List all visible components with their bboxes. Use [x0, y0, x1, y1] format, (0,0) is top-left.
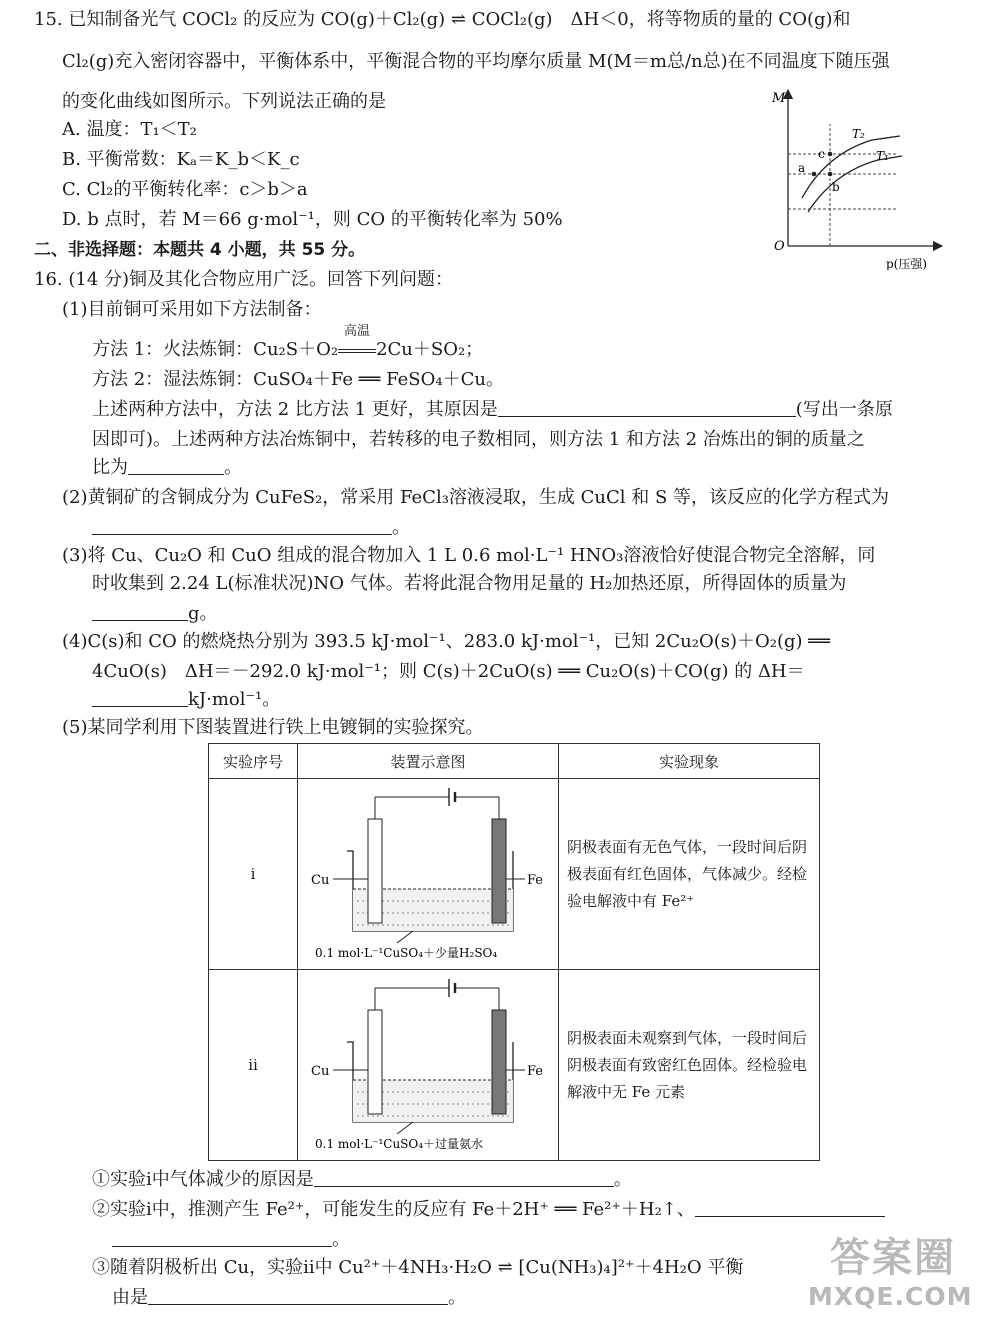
point-c — [828, 152, 833, 157]
header-apparatus: 装置示意图 — [298, 744, 559, 779]
header-phenomenon: 实验现象 — [559, 744, 820, 779]
cu-label: Cu — [311, 1064, 330, 1079]
reason-answer-blank[interactable] — [498, 398, 796, 417]
q15-option-d: D. b 点时，若 M＝66 g·mol⁻¹，则 CO 的平衡转化率为 50% — [62, 209, 563, 230]
watermark-logo: 答案圈 — [830, 1235, 956, 1281]
ratio-question: 因即可)。上述两种方法冶炼铜中，若转移的电子数相同，则方法 1 和方法 2 冶炼出的铜的质量之 — [92, 429, 865, 450]
subq2-answer-blank-cont[interactable] — [112, 1228, 332, 1247]
subq3-line: ③随着阴极析出 Cu，实验ⅱ中 Cu²⁺＋4NH₃·H₂O ⇌ [Cu(NH₃)₄]²⁺＋4H₂O 平衡 — [92, 1257, 744, 1278]
electrolysis-apparatus — [303, 779, 553, 965]
table-header-row — [209, 744, 820, 779]
phenomenon-cell: 阴极表面未观察到气体，一段时间后阴极表面有致密红色固体。经检验电解液中无 Fe 元素 — [559, 970, 820, 1161]
subq1-line — [92, 1168, 632, 1192]
q15-option-c: C. Cl₂的平衡转化率：c＞b＞a — [62, 179, 308, 200]
part3-tail: g。 — [188, 603, 218, 624]
q16-heading: 16. (14 分)铜及其化合物应用广泛。回答下列问题： — [34, 269, 454, 290]
method1-right: 2Cu＋SO₂； — [376, 339, 484, 360]
q15-graph — [768, 88, 948, 270]
solution-label: 0.1 mol·L⁻¹CuSO₄＋少量H₂SO₄ — [315, 946, 498, 960]
q16-part1: (1)目前铜可采用如下方法制备： — [62, 299, 322, 320]
origin-label: O — [774, 239, 785, 254]
part3-answer-line — [92, 602, 218, 626]
curve-T1-label: T₁ — [876, 149, 889, 163]
fe-electrode — [492, 1010, 506, 1114]
cu-label: Cu — [311, 873, 330, 888]
q16-part2: (2)黄铜矿的含铜成分为 CuFeS₂，常采用 FeCl₃溶液浸取，生成 CuCl 和 S 等，该反应的化学方程式为 — [62, 487, 890, 508]
subq2-line — [92, 1198, 885, 1222]
fe-label: Fe — [527, 1064, 544, 1079]
q16-part4: (4)C(s)和 CO 的燃烧热分别为 393.5 kJ·mol⁻¹、283.0 kJ·mol⁻¹，已知 2Cu₂O(s)＋O₂(g) ══ — [62, 631, 830, 652]
curve-T2 — [802, 136, 900, 198]
subq3-tail: 。 — [448, 1287, 466, 1308]
method1-line — [92, 324, 484, 362]
phenomenon-cell: 阴极表面有无色气体，一段时间后阴极表面有红色固体，气体减少。经检验电解液中有 Fe²⁺ — [559, 779, 820, 970]
part2-answer-line — [92, 516, 410, 540]
q16-part3-cont: 时收集到 2.24 L(标准状况)NO 气体。若将此混合物用足量的 H₂加热还原，所得固体的质量为 — [92, 573, 847, 594]
fe-electrode — [492, 819, 506, 923]
reason-tail: (写出一条原 — [795, 399, 893, 420]
subq1-text: ①实验ⅰ中气体减少的原因是 — [92, 1169, 314, 1190]
cu-electrode — [368, 819, 382, 923]
y-axis-label: M — [772, 91, 786, 106]
electrolysis-apparatus — [303, 970, 553, 1156]
part4-answer-line — [92, 688, 280, 712]
point-a — [812, 172, 817, 177]
curve-T2-label: T₂ — [852, 127, 865, 141]
x-axis-label: p(压强) — [886, 257, 928, 270]
point-a-label: a — [798, 161, 806, 175]
condition-label: 高温 — [344, 324, 371, 339]
part4-tail: kJ·mol⁻¹。 — [188, 689, 281, 710]
enthalpy-answer-blank[interactable] — [92, 688, 188, 707]
mass-answer-blank[interactable] — [92, 602, 188, 621]
reason-line — [92, 398, 893, 422]
subq3-cont-line — [112, 1286, 466, 1310]
experiment-table — [208, 743, 820, 1161]
equation-answer-blank[interactable] — [92, 516, 392, 535]
apparatus-cell — [298, 779, 559, 970]
subq2-answer-blank[interactable] — [695, 1198, 885, 1217]
cu-electrode — [368, 1010, 382, 1114]
table-row — [209, 779, 820, 970]
part2-tail: 。 — [392, 517, 410, 538]
ratio-line — [92, 456, 242, 480]
section-heading: 二、非选择题：本题共 4 小题，共 55 分。 — [34, 240, 366, 260]
subq2-text: ②实验ⅰ中，推测产生 Fe²⁺，可能发生的反应有 Fe＋2H⁺ ══ Fe²⁺＋H₂↑、 — [92, 1199, 695, 1220]
subq3-answer-blank[interactable] — [148, 1286, 448, 1305]
watermark-url: MXQE.COM — [808, 1282, 973, 1311]
row-id: ⅱ — [209, 970, 298, 1161]
solution-label: 0.1 mol·L⁻¹CuSO₄＋过量氨水 — [315, 1137, 484, 1151]
ratio-tail: 。 — [224, 457, 242, 478]
header-id: 实验序号 — [209, 744, 298, 779]
subq1-tail: 。 — [613, 1169, 632, 1190]
fe-label: Fe — [527, 873, 544, 888]
point-b-label: b — [832, 180, 840, 194]
method2-line: 方法 2：湿法炼铜：CuSO₄＋Fe ══ FeSO₄＋Cu。 — [92, 369, 504, 390]
point-b — [828, 172, 833, 177]
q16-part3: (3)将 Cu、Cu₂O 和 CuO 组成的混合物加入 1 L 0.6 mol·L⁻¹ HNO₃溶液恰好使混合物完全溶解，同 — [62, 545, 876, 566]
q16-part5: (5)某同学利用下图装置进行铁上电镀铜的实验探究。 — [62, 717, 484, 738]
subq1-answer-blank[interactable] — [314, 1168, 614, 1187]
subq3-text: 由是 — [112, 1287, 148, 1308]
ratio-text: 比为 — [92, 457, 128, 478]
table-row — [209, 970, 820, 1161]
q16-part4-cont: 4CuO(s) ΔH＝－292.0 kJ·mol⁻¹；则 C(s)＋2CuO(s) ══ Cu₂O(s)＋CO(g) 的 ΔH＝ — [92, 661, 805, 682]
q15-option-b: B. 平衡常数：Kₐ＝K_b＜K_c — [62, 149, 300, 170]
curve-T1 — [808, 156, 902, 212]
q15-option-a: A. 温度：T₁＜T₂ — [62, 119, 197, 140]
reason-text: 上述两种方法中，方法 2 比方法 1 更好，其原因是 — [92, 399, 498, 420]
q15-line1: 15. 已知制备光气 COCl₂ 的反应为 CO(g)＋Cl₂(g) ⇌ COCl₂(g) ΔH＜0，将等物质的量的 CO(g)和 — [34, 9, 851, 30]
subq2-cont-line — [112, 1228, 350, 1252]
condition-arrow — [338, 324, 376, 353]
point-c-label: c — [818, 147, 825, 161]
method1-left: 方法 1：火法炼铜：Cu₂S＋O₂ — [92, 339, 339, 360]
q15-line3: 的变化曲线如图所示。下列说法正确的是 — [62, 91, 386, 112]
ratio-answer-blank[interactable] — [128, 456, 224, 475]
row-id: ⅰ — [209, 779, 298, 970]
subq2-tail: 。 — [332, 1229, 350, 1250]
q15-line2: Cl₂(g)充入密闭容器中，平衡体系中，平衡混合物的平均摩尔质量 M(M＝m总/n总)在不同温度下随压强 — [62, 51, 890, 72]
apparatus-cell — [298, 970, 559, 1161]
